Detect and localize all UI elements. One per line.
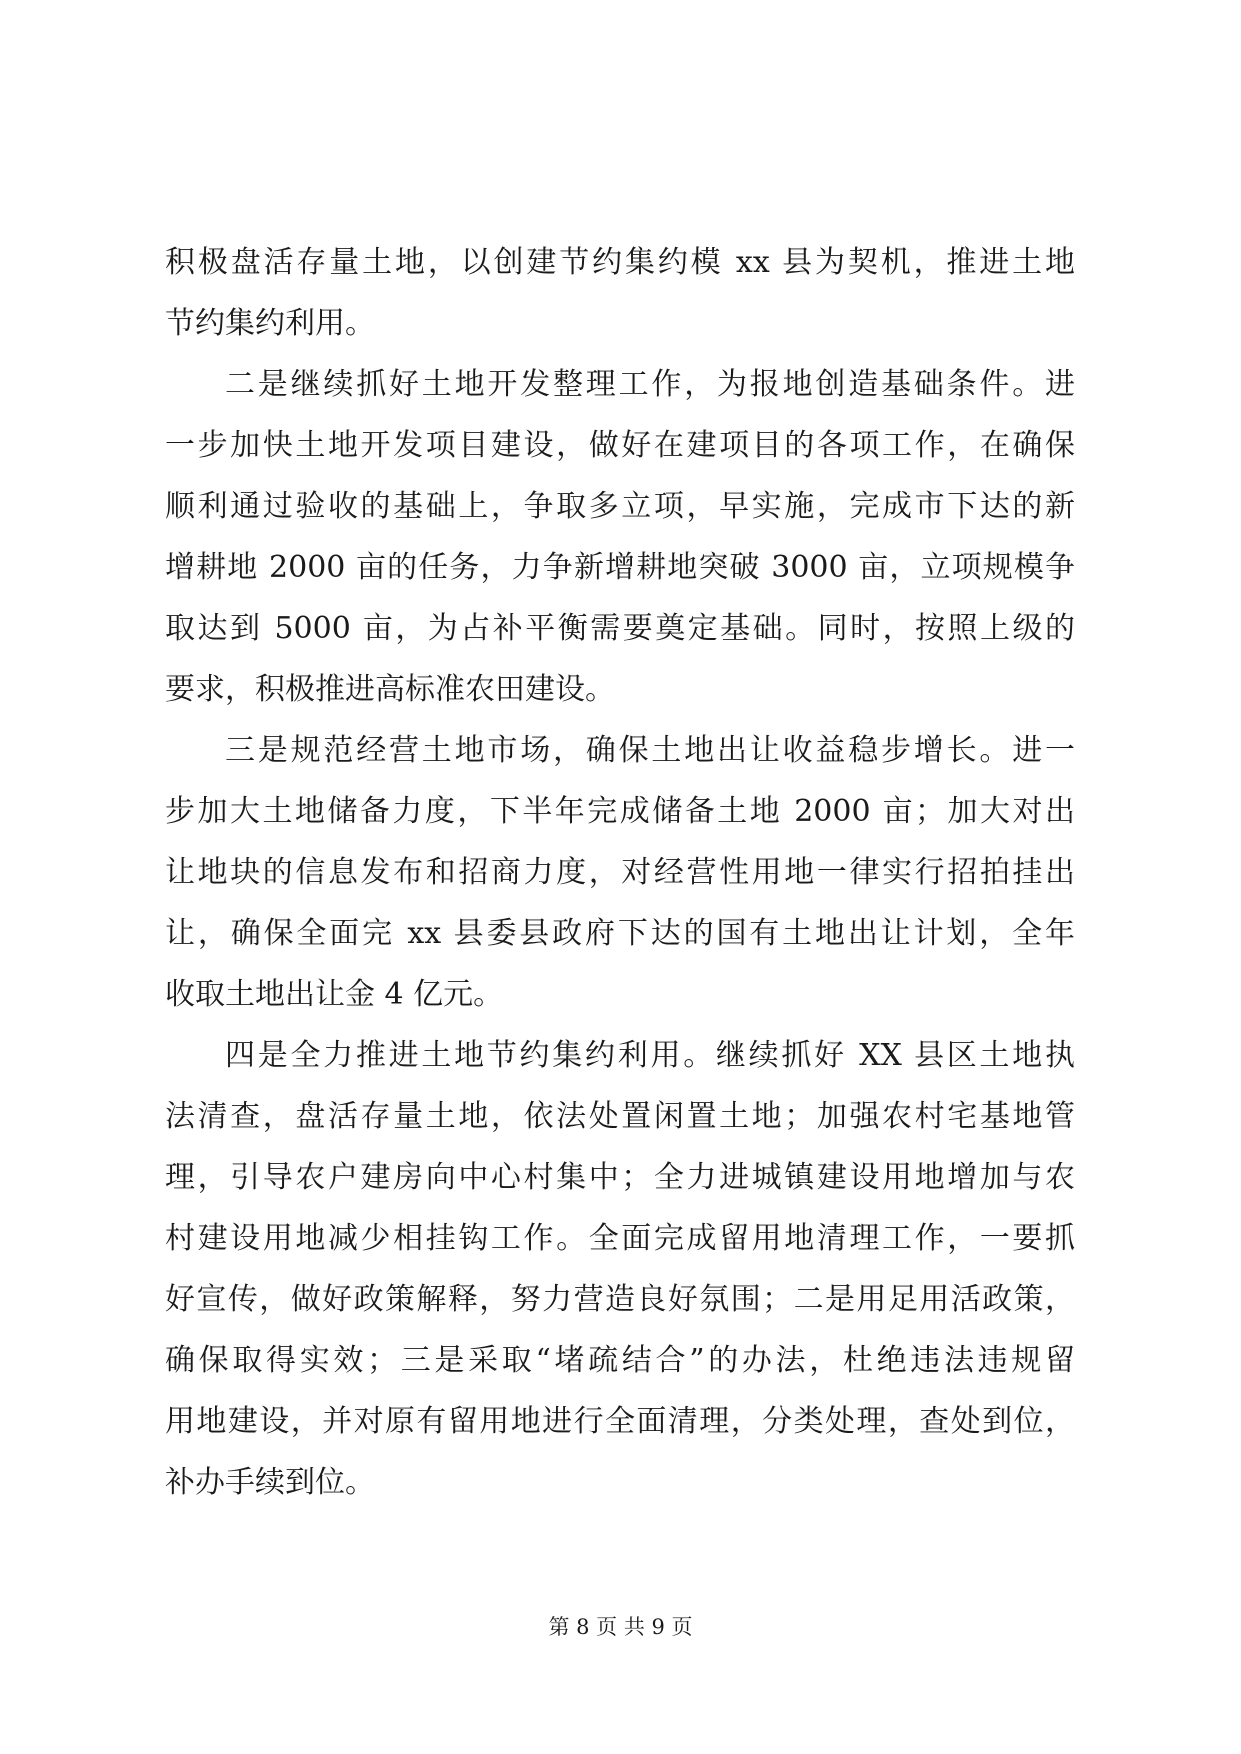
text-line: 好宣传，做好政策解释，努力营造良好氛围；二是用足用活政策， [165, 1282, 1075, 1317]
text-line: 补办手续到位。 [165, 1465, 375, 1500]
page-footer: 第 8 页 共 9 页 [548, 1615, 693, 1639]
text-line: 村建设用地减少相挂钩工作。全面完成留用地清理工作，一要抓 [165, 1221, 1075, 1256]
text-line: 节约集约利用。 [165, 306, 375, 341]
text-line: 让地块的信息发布和招商力度，对经营性用地一律实行招拍挂出 [165, 855, 1075, 890]
text-line: 三是规范经营土地市场，确保土地出让收益稳步增长。进一 [225, 733, 1075, 768]
text-line: 四是全力推进土地节约集约利用。继续抓好 XX 县区土地执 [225, 1038, 1075, 1073]
text-line: 顺利通过验收的基础上，争取多立项，早实施，完成市下达的新 [165, 489, 1075, 524]
text-line: 让，确保全面完 xx 县委县政府下达的国有土地出让计划，全年 [165, 916, 1075, 951]
text-line: 二是继续抓好土地开发整理工作，为报地创造基础条件。进 [225, 367, 1075, 402]
text-line: 要求，积极推进高标准农田建设。 [165, 672, 615, 707]
text-line: 增耕地 2000 亩的任务，力争新增耕地突破 3000 亩，立项规模争 [165, 550, 1075, 585]
text-line: 确保取得实效；三是采取“堵疏结合”的办法，杜绝违法违规留 [165, 1343, 1075, 1378]
text-line: 理，引导农户建房向中心村集中；全力进城镇建设用地增加与农 [165, 1160, 1075, 1195]
text-line: 收取土地出让金 4 亿元。 [165, 977, 504, 1012]
text-line: 一步加快土地开发项目建设，做好在建项目的各项工作，在确保 [165, 428, 1075, 463]
text-line: 用地建设，并对原有留用地进行全面清理，分类处理，查处到位， [165, 1404, 1075, 1439]
text-line: 法清查，盘活存量土地，依法处置闲置土地；加强农村宅基地管 [165, 1099, 1075, 1134]
document-body [165, 232, 1075, 1513]
text-line: 取达到 5000 亩，为占补平衡需要奠定基础。同时，按照上级的 [165, 611, 1075, 646]
text-line: 步加大土地储备力度，下半年完成储备土地 2000 亩；加大对出 [165, 794, 1075, 829]
text-line: 积极盘活存量土地，以创建节约集约模 xx 县为契机，推进土地 [165, 245, 1075, 280]
